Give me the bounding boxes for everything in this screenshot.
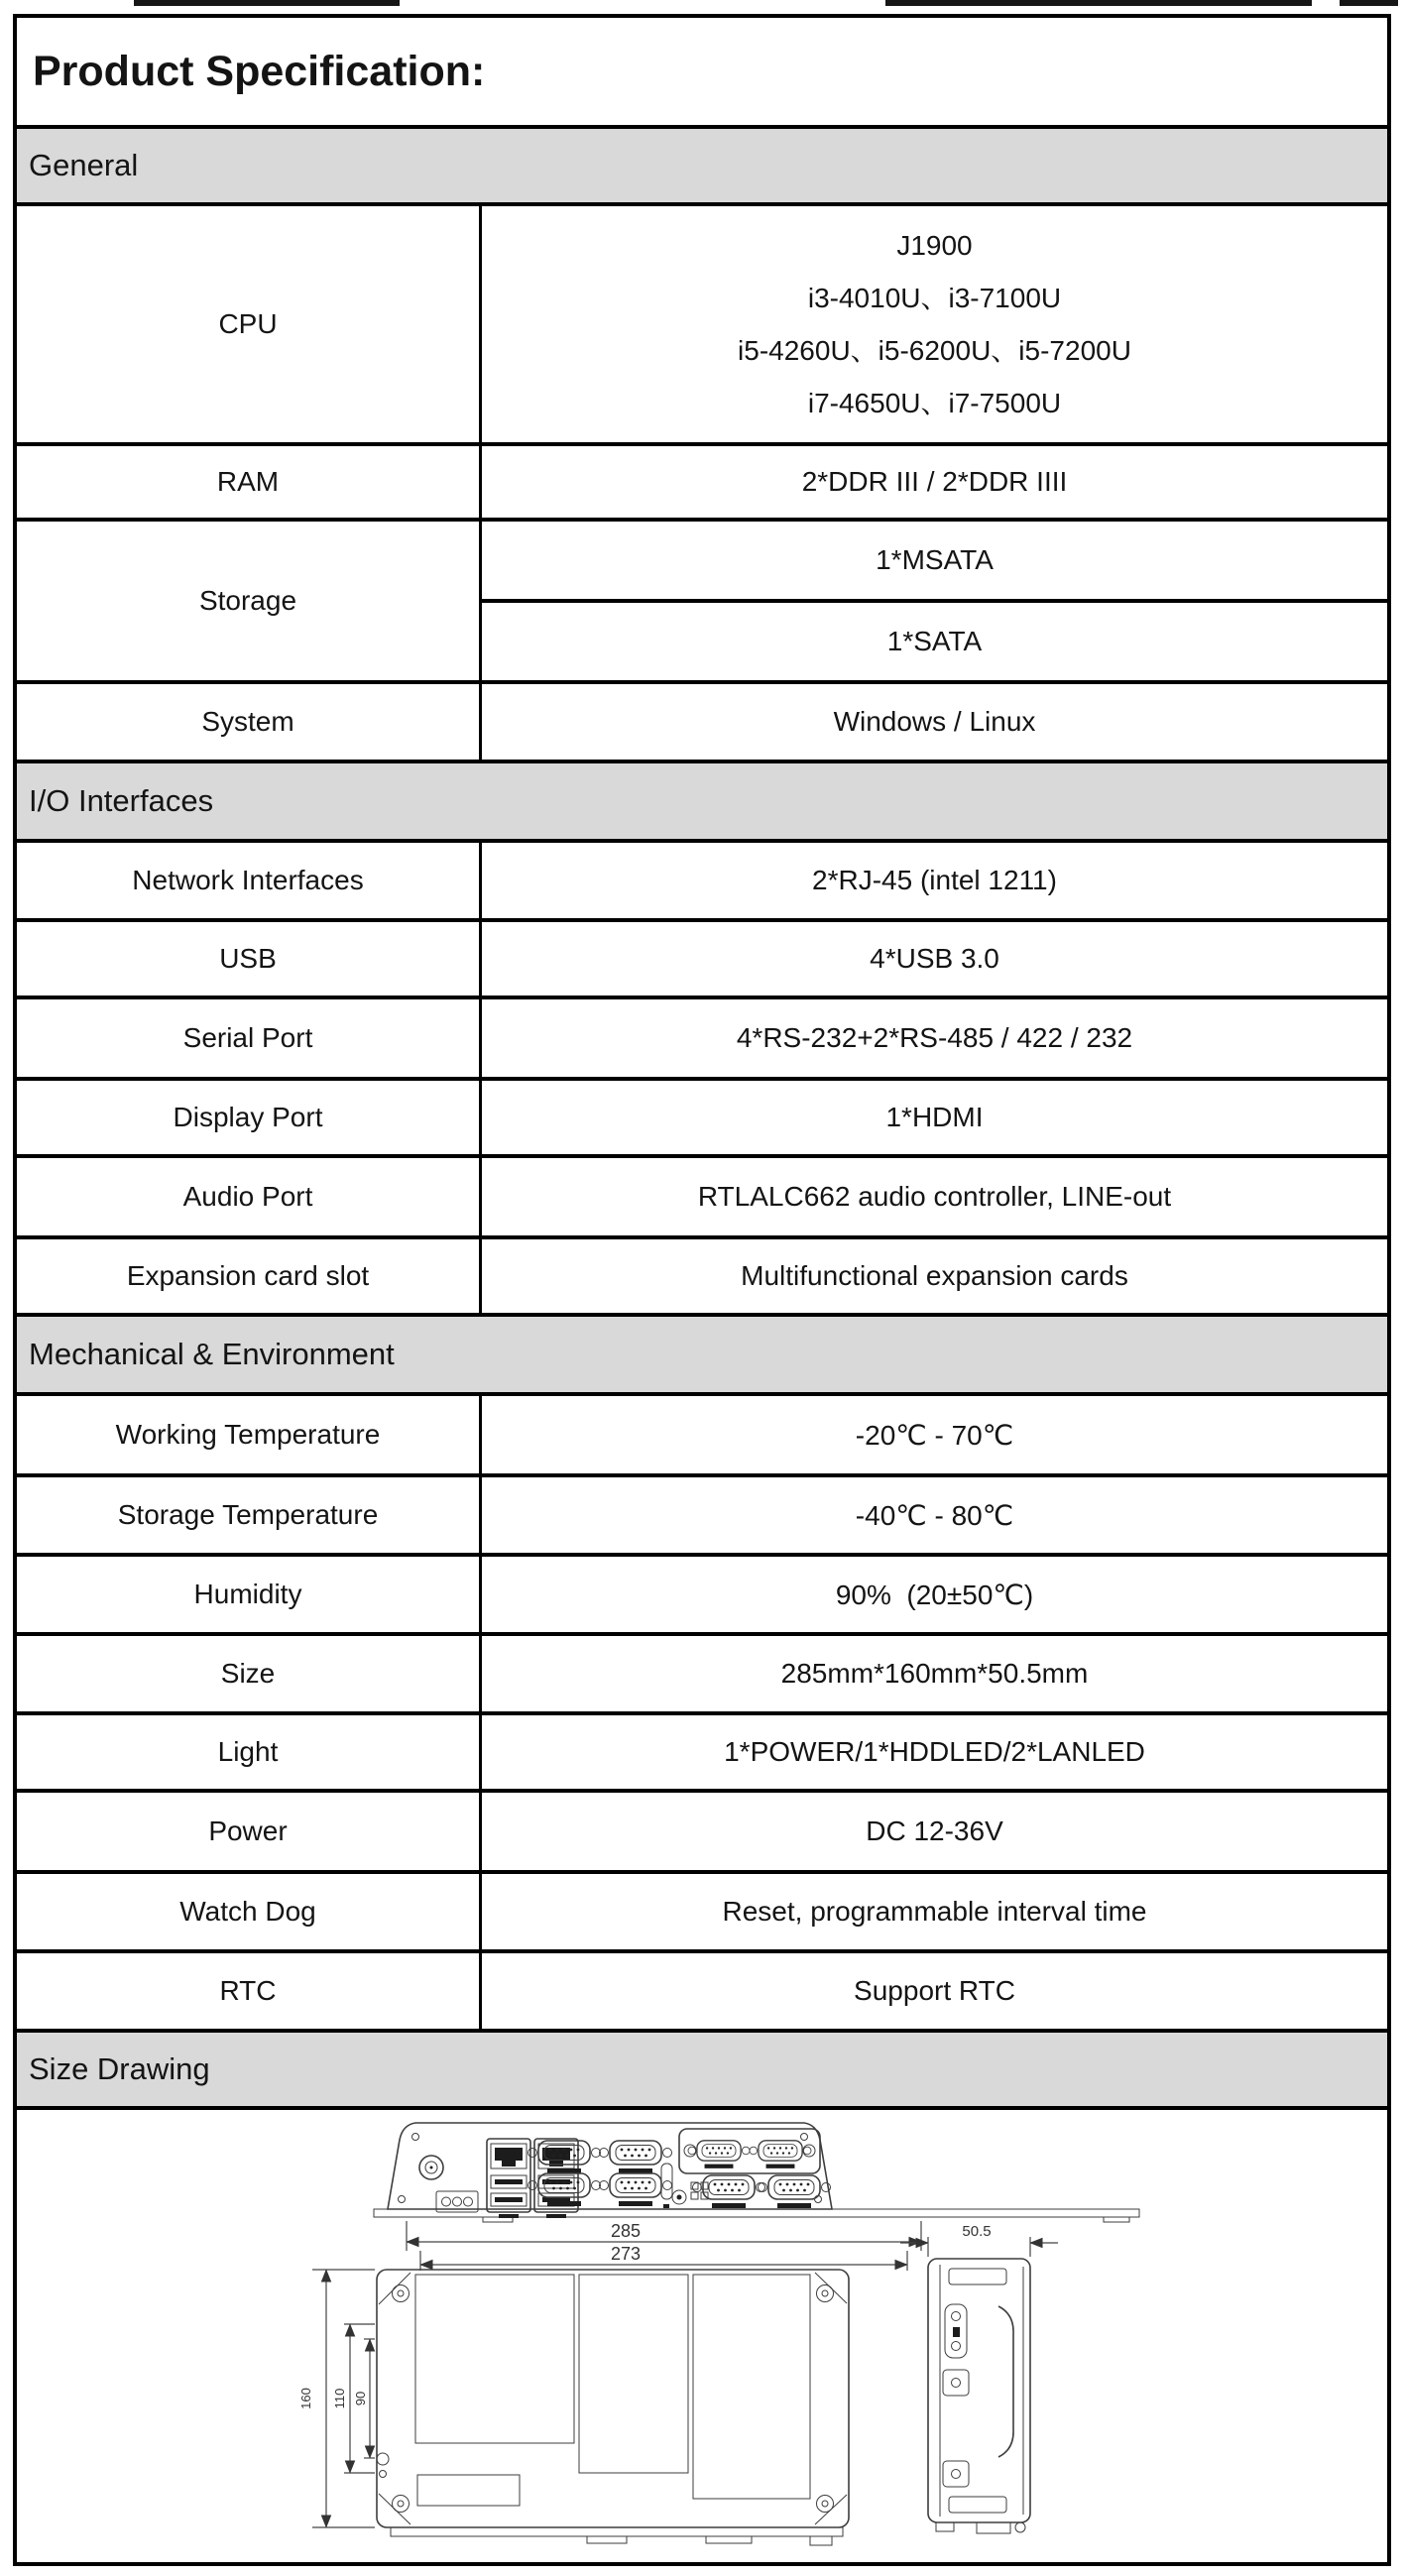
row-label: Watch Dog <box>17 1874 482 1949</box>
rear-panel-view <box>374 2123 1139 2222</box>
db9-port-icon <box>693 2175 765 2208</box>
keyhole-slot-icon <box>377 2453 389 2478</box>
dim-label-273: 273 <box>610 2244 642 2264</box>
dim-label-90: 90 <box>353 2391 368 2406</box>
dimension-width <box>407 2221 921 2271</box>
row-value: Support RTC <box>854 1975 1015 2006</box>
row-label: Expansion card slot <box>17 1239 482 1313</box>
expansion-bracket <box>679 2129 820 2173</box>
spec-row-working-temp <box>17 1392 1387 1473</box>
row-value: 1*SATA <box>482 599 1387 680</box>
spec-row-serial <box>17 995 1387 1077</box>
dimension-height <box>298 2270 375 2527</box>
row-label: Power <box>17 1793 482 1870</box>
row-value: 4*RS-232+2*RS-485 / 422 / 232 <box>736 1022 1133 1053</box>
spec-row-system <box>17 680 1387 760</box>
spec-row-storage-temp <box>17 1473 1387 1553</box>
row-value: 285mm*160mm*50.5mm <box>780 1658 1089 1689</box>
row-label: Working Temperature <box>17 1396 482 1473</box>
row-value: -20℃ - 70℃ <box>855 1419 1014 1451</box>
top-edge-artifact <box>885 0 1312 6</box>
spec-row-network <box>17 839 1387 918</box>
row-label: Humidity <box>17 1557 482 1632</box>
section-header-io <box>17 760 1387 839</box>
page-title: Product Specification: <box>33 47 486 95</box>
row-label: System <box>17 684 482 760</box>
section-header-label: General <box>29 148 139 182</box>
heatsink-fins <box>579 2275 688 2473</box>
size-drawing <box>17 2110 1387 2562</box>
row-value: RTLALC662 audio controller, LINE-out <box>697 1181 1172 1212</box>
size-drawing-svg <box>17 2110 1387 2562</box>
row-value: 2*RJ-45 (intel 1211) <box>812 865 1057 895</box>
row-value: -40℃ - 80℃ <box>855 1499 1014 1531</box>
storage-value-stack <box>482 522 1387 680</box>
dim-label-50-5: 50.5 <box>962 2223 992 2240</box>
row-label: Audio Port <box>17 1158 482 1235</box>
dim-label-160: 160 <box>298 2388 313 2409</box>
row-value: 1*MSATA <box>876 544 994 575</box>
row-value: DC 12-36V <box>866 1815 1003 1846</box>
row-value: Windows / Linux <box>833 706 1036 737</box>
row-value: 1*HDMI <box>885 1102 984 1132</box>
row-value: 1*POWER/1*HDDLED/2*LANLED <box>724 1736 1145 1767</box>
spec-row-cpu <box>17 202 1387 442</box>
row-label: Serial Port <box>17 999 482 1077</box>
cpu-line: i7-4650U、i7-7500U <box>807 388 1062 418</box>
spec-row-light <box>17 1711 1387 1789</box>
row-value: 90% (20±50℃) <box>835 1579 1034 1610</box>
rj45-usb-stack-icon <box>487 2139 530 2218</box>
spec-row-ram <box>17 442 1387 518</box>
row-value: 2*DDR III / 2*DDR IIII <box>801 466 1068 497</box>
row-label: CPU <box>17 206 482 442</box>
row-value <box>482 206 1387 442</box>
section-header-general <box>17 125 1387 202</box>
spec-row-watchdog <box>17 1870 1387 1949</box>
top-view <box>377 2270 849 2545</box>
section-header-label: Mechanical & Environment <box>29 1337 395 1371</box>
title-row <box>17 18 1387 125</box>
row-value: Multifunctional expansion cards <box>741 1260 1128 1291</box>
spec-row-display <box>17 1077 1387 1154</box>
db9-port-icon <box>750 2141 811 2168</box>
size-drawing-row <box>17 2106 1387 2562</box>
row-label: Storage Temperature <box>17 1477 482 1553</box>
row-label: Light <box>17 1715 482 1789</box>
spec-row-rtc <box>17 1949 1387 2029</box>
spec-row-storage <box>17 518 1387 680</box>
dim-label-285: 285 <box>610 2221 642 2241</box>
label-plate <box>417 2475 520 2506</box>
cpu-line: J1900 <box>896 230 973 261</box>
row-label: Size <box>17 1636 482 1711</box>
spec-row-audio <box>17 1154 1387 1235</box>
dim-label-110: 110 <box>332 2388 347 2409</box>
spec-row-usb <box>17 918 1387 995</box>
row-label: RTC <box>17 1953 482 2029</box>
row-label: USB <box>17 922 482 995</box>
side-view <box>900 2223 1058 2533</box>
db9-port-icon <box>759 2175 831 2208</box>
spec-row-expansion <box>17 1235 1387 1313</box>
row-value: Reset, programmable interval time <box>722 1896 1147 1927</box>
row-value: 4*USB 3.0 <box>870 943 999 974</box>
top-edge-artifact <box>134 0 400 6</box>
power-button-icon <box>672 2190 686 2204</box>
cpu-line: i3-4010U、i3-7100U <box>807 283 1062 313</box>
section-header-size-drawing <box>17 2029 1387 2106</box>
section-header-label: I/O Interfaces <box>29 783 214 818</box>
heatsink-fins <box>415 2275 574 2443</box>
spec-row-humidity <box>17 1553 1387 1632</box>
spec-row-size <box>17 1632 1387 1711</box>
spec-table <box>13 14 1391 2566</box>
row-label: RAM <box>17 446 482 518</box>
spec-row-power <box>17 1789 1387 1870</box>
row-label: Display Port <box>17 1081 482 1154</box>
row-label: Network Interfaces <box>17 843 482 918</box>
round-connector-icon <box>419 2156 443 2179</box>
top-edge-artifact <box>1340 0 1398 6</box>
cpu-line: i5-4260U、i5-6200U、i5-7200U <box>738 335 1131 366</box>
row-label: Storage <box>17 522 482 680</box>
section-header-label: Size Drawing <box>29 2051 210 2086</box>
db9-port-icon <box>688 2141 750 2168</box>
section-header-mechanical <box>17 1313 1387 1392</box>
heatsink-fins <box>693 2275 810 2499</box>
